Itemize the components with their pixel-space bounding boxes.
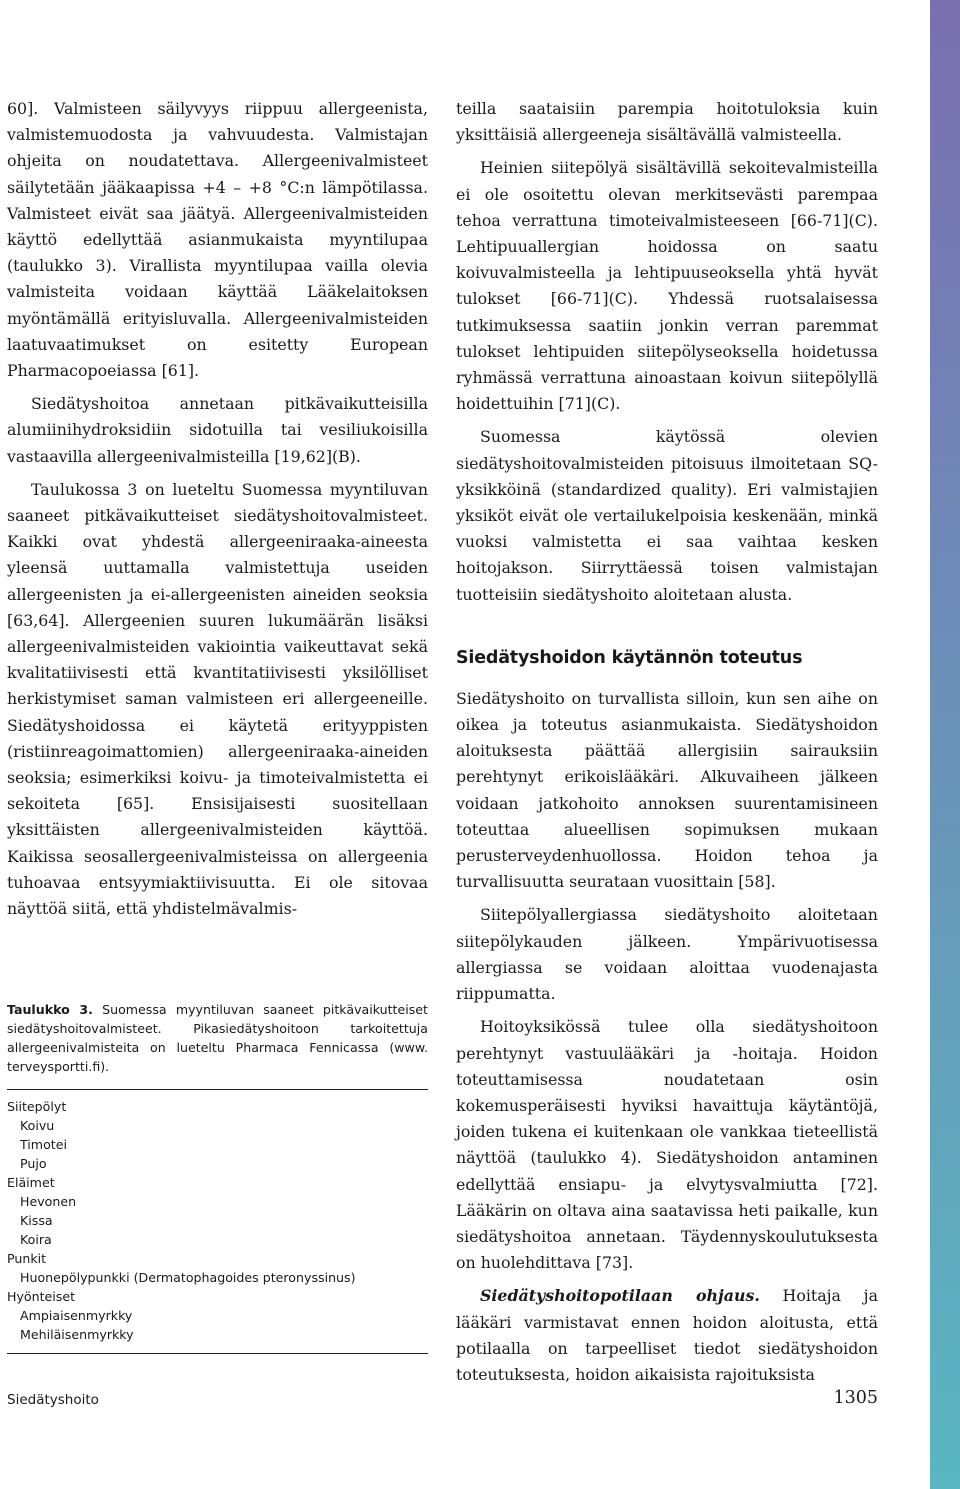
right-paragraph-5: Siitepölyallergiassa siedätyshoito aloitetaan siitepölykauden jälkeen. Ympärivuotisessa allergiassa se voidaan aloittaa vuodenajasta riippumatta. <box>456 905 878 1004</box>
section-heading: Siedätyshoidon käytännön toteutus <box>456 647 803 668</box>
table-list <box>7 1097 428 1344</box>
left-paragraph-2: Siedätyshoitoa annetaan pitkävaikutteisilla alumiinihydroksidiin sidotuilla tai vesiliukoisilla vastaavilla allergeenivalmisteilla [19,62](B). <box>7 394 428 466</box>
table-3 <box>7 1000 428 1354</box>
right-paragraph-6: Hoitoyksikössä tulee olla siedätyshoitoon perehtynyt vastuulääkäri ja -hoitaja. Hoidon toteuttamisessa noudatetaan osin kokemusperäisesti hyviksi havaittuja käytäntöjä, joiden tukena ei kuitenkaan ole vankkaa tieteellistä näyttöä (taulukko 4). Siedätyshoidon antaminen edellyttää ensiapu- ja elvytysvalmiutta [72]. Lääkärin on oltava aina saatavissa heti paikalle, kun siedätyshoitoa annetaan. Täydennyskoulutuksesta on huolehdittava [73]. <box>456 1017 878 1273</box>
footer-section-title: Siedätyshoito <box>7 1392 99 1408</box>
table-caption-text: Suomessa myyntiluvan saaneet pitkävaikutteiset siedätyshoitovalmisteet. Pikasiedätyshoitoon tarkoitettuja allergeenivalmisteita on lueteltu Pharmaca Fennicassa (www. terveysportti.fi). <box>7 1002 428 1074</box>
table-item: Hevonen <box>20 1194 77 1209</box>
side-color-bar <box>930 0 960 1489</box>
table-item: Ampiaisenmyrkky <box>20 1308 133 1323</box>
table-group-heading: Punkit <box>7 1251 47 1266</box>
table-bottom-rule <box>7 1353 428 1354</box>
table-item: Koira <box>20 1232 52 1247</box>
table-item: Pujo <box>20 1156 47 1171</box>
table-item: Huonepölypunkki (Dermatophagoides pteronyssinus) <box>20 1270 356 1285</box>
right-paragraph-2: Heinien siitepölyä sisältävillä sekoitevalmisteilla ei ole osoitettu olevan merkitsevästi parempaa tehoa verrattuna timoteivalmisteeseen [66-71](C). Lehtipuuallergian hoidossa on saatu koivuvalmisteella ja lehtipuuseoksella yhtä hyvät tulokset [66-71](C). Yhdessä ruotsalaisessa tutkimuksessa saatiin jonkin verran paremmat tulokset lehtipuiden siitepölyseoksella hoidetussa ryhmässä verrattuna ainoastaan koivun siitepölyllä hoidettuihin [71](C). <box>456 158 878 414</box>
left-paragraph-3: Taulukossa 3 on lueteltu Suomessa myyntiluvan saaneet pitkävaikutteiset siedätyshoitovalmisteet. Kaikki ovat yhdestä allergeeniraaka-aineesta yleensä uuttamalla valmistettuja useiden allergeenisten ja ei-allergeenisten aineiden seoksia [63,64]. Allergeenien suuren lukumäärän lisäksi allergeenivalmisteiden vakiointia vaikeuttavat sekä kvalitatiivisesti että kvantitatiivisesti yksilölliset herkistymiset saman valmisteen eri allergeeneille. Siedätyshoidossa ei käytetä erityyppisten (ristiinreagoimattomien) allergeeniraaka-aineiden seoksia; esimerkiksi koivu- ja timoteivalmistetta ei sekoiteta [65]. Ensisijaisesti suositellaan yksittäisten allergeenivalmisteiden käyttöä. Kaikissa seosallergeenivalmisteissa on allergeenia tuhoavaa entsyymiaktiivisuutta. Ei ole sitovaa näyttöä siitä, että yhdistelmävalmis- <box>7 479 428 919</box>
table-item: Koivu <box>20 1118 55 1133</box>
right-paragraph-4: Siedätyshoito on turvallista silloin, kun sen aihe on oikea ja toteutus asianmukaista. Siedätyshoidon aloituksesta päättää allergisiin sairauksiin perehtynyt erikoislääkäri. Alkuvaiheen jälkeen voidaan jatkohoito annoksen suurentamisineen toteuttaa alueellisen sopimuksen mukaan perusterveydenhuollossa. Hoidon tehoa ja turvallisuutta seurataan vuosittain [58]. <box>456 688 878 892</box>
table-top-rule <box>7 1089 428 1090</box>
table-group-heading: Siitepölyt <box>7 1099 67 1114</box>
table-group-heading: Eläimet <box>7 1175 55 1190</box>
table-caption <box>7 1000 428 1076</box>
right-paragraph-7 <box>456 1283 878 1388</box>
runin-text: Hoitaja ja lääkäri varmistavat ennen hoidon aloitusta, että potilaalla on tarpeelliset tiedot siedätyshoidon toteutuksesta, hoidon aikaisista rajoituksista <box>456 1286 878 1384</box>
runin-heading: Siedätyshoitopotilaan ohjaus. <box>480 1286 760 1306</box>
left-paragraph-1: 60]. Valmisteen säilyvyys riippuu allergeenista, valmistemuodosta ja vahvuudesta. Valmistajan ohjeita on noudatettava. Allergeenivalmisteet säilytetään jääkaapissa +4 – +8 °C:n lämpötilassa. Valmisteet eivät saa jäätyä. Allergeenivalmisteiden käyttö edellyttää asianmukaista myyntilupaa (taulukko 3). Virallista myyntilupaa vailla olevia valmisteita voidaan käyttää Lääkelaitoksen myöntämällä erityisluvalla. Allergeenivalmisteiden laatuvaatimukset on esitetty European Pharmacopoeiassa [61]. <box>7 99 428 381</box>
right-paragraph-1: teilla saataisiin parempia hoitotuloksia kuin yksittäisiä allergeeneja sisältävällä valmisteella. <box>456 99 878 145</box>
table-item: Timotei <box>20 1137 67 1152</box>
table-caption-label: Taulukko 3. <box>7 1002 93 1017</box>
table-group-heading: Hyönteiset <box>7 1289 76 1304</box>
right-paragraph-3: Suomessa käytössä olevien siedätyshoitovalmisteiden pitoisuus ilmoitetaan SQ-yksikköinä (standardized quality). Eri valmistajien yksiköt eivät ole vertailukelpoisia keskenään, minkä vuoksi valmistetta ei saa vaihtaa kesken hoitojakson. Siirryttäessä toisen valmistajan tuotteisiin siedätyshoito aloitetaan alusta. <box>456 427 878 604</box>
right-column <box>456 96 878 1395</box>
page-number: 1305 <box>833 1388 878 1408</box>
table-item: Mehiläisenmyrkky <box>20 1327 134 1342</box>
table-item: Kissa <box>20 1213 53 1228</box>
left-column <box>7 96 428 929</box>
